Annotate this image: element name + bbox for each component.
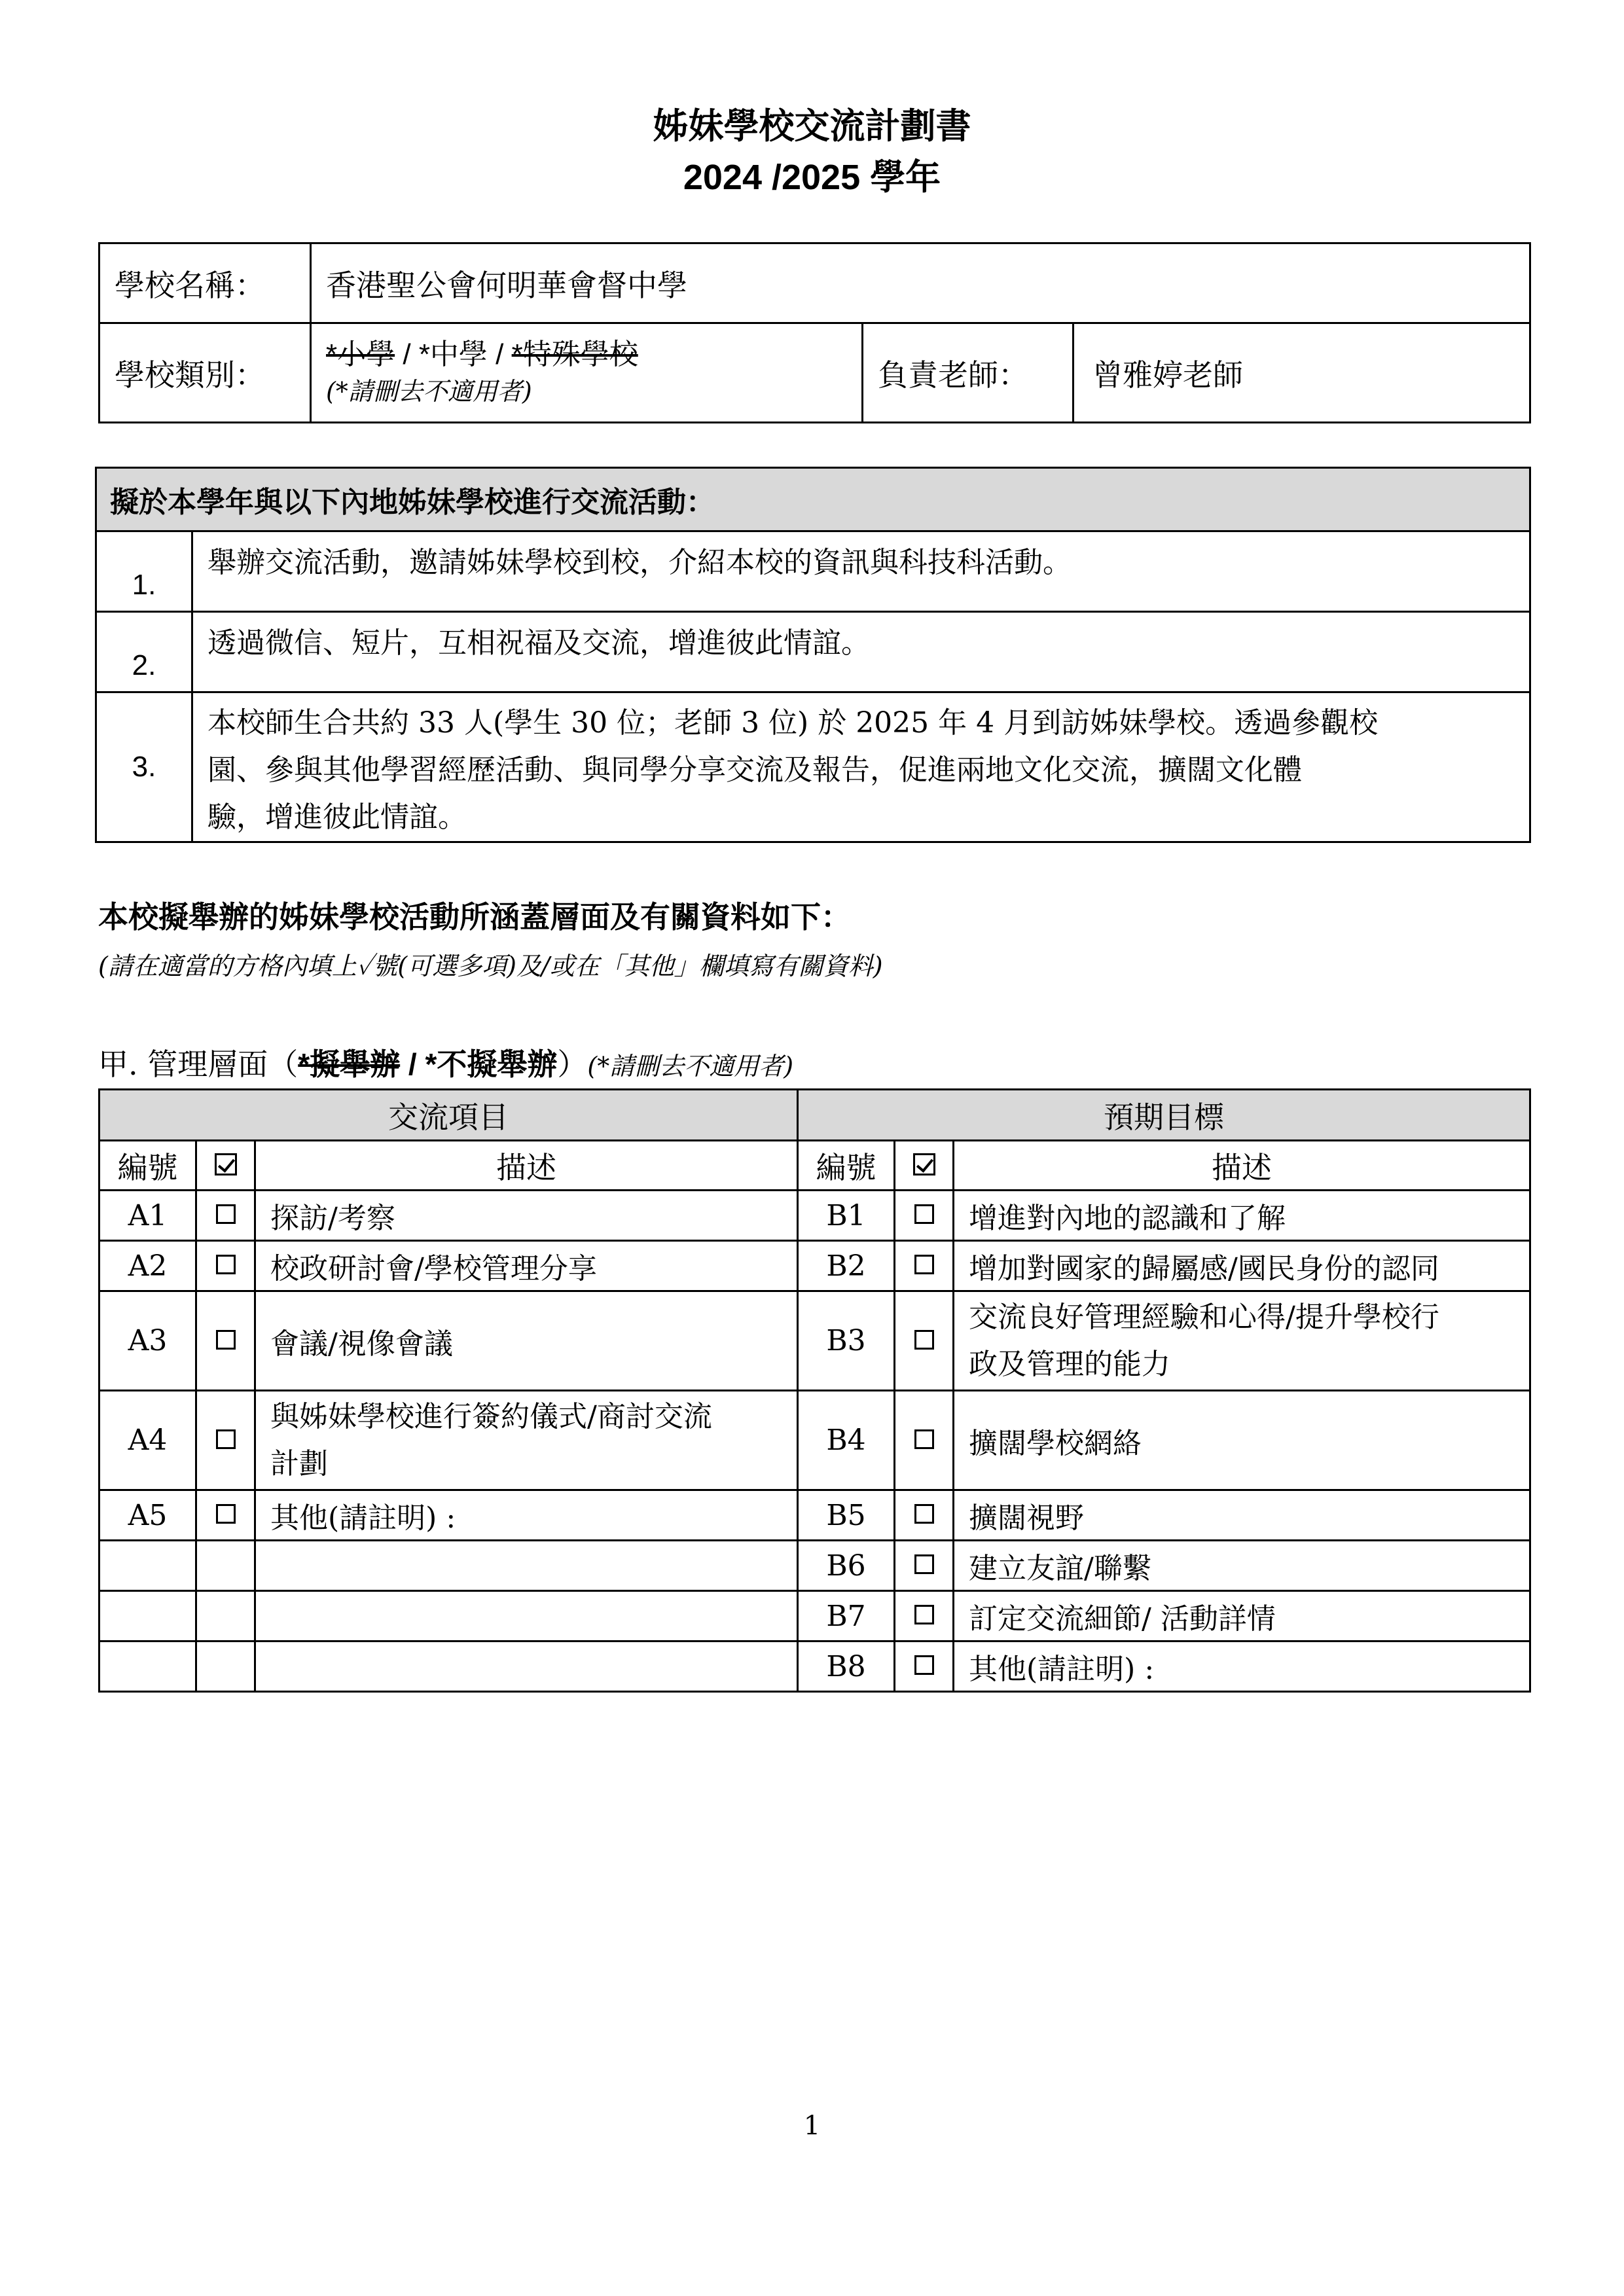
checkbox-icon[interactable] — [914, 1429, 934, 1449]
goal-code: B1 — [798, 1191, 895, 1241]
section-a-option-organise: *擬舉辦 — [298, 1047, 401, 1081]
item-code-empty — [99, 1591, 196, 1641]
activity-number: 1. — [96, 531, 192, 612]
item-checkbox-cell[interactable] — [196, 1391, 255, 1490]
teacher-label: 負責老師： — [863, 323, 1074, 423]
item-code: A4 — [99, 1391, 196, 1490]
section-a-suffix: ） — [557, 1047, 588, 1082]
item-checkbox-cell[interactable] — [196, 1241, 255, 1291]
item-code: A3 — [99, 1291, 196, 1391]
type-option-primary: *小學 — [326, 338, 395, 370]
table-row — [99, 1391, 1530, 1490]
checkbox-icon[interactable] — [216, 1255, 236, 1274]
item-desc-empty — [255, 1641, 798, 1692]
col-number-header: 編號 — [798, 1141, 895, 1191]
checkbox-icon[interactable] — [914, 1204, 934, 1224]
goal-code: B2 — [798, 1241, 895, 1291]
col-desc-header: 描述 — [255, 1141, 798, 1191]
activities-heading: 擬於本學年與以下內地姊妹學校進行交流活動： — [96, 468, 1530, 531]
type-option-special: *特殊學校 — [511, 338, 638, 370]
goal-desc: 其他(請註明) : — [954, 1641, 1530, 1692]
item-desc-empty — [255, 1591, 798, 1641]
item-desc-multiline — [255, 1391, 798, 1490]
type-delete-note: (*請刪去不適用者) — [326, 376, 532, 406]
activities-table — [95, 467, 1531, 843]
checkbox-icon[interactable] — [914, 1255, 934, 1274]
teacher-value: 曾雅婷老師 — [1074, 323, 1530, 423]
item-desc: 會議/視像會議 — [255, 1291, 798, 1391]
checkbox-icon[interactable] — [216, 1330, 236, 1350]
activity-text: 透過微信、短片，互相祝福及交流，增進彼此情誼。 — [192, 612, 1530, 692]
goal-checkbox-cell[interactable] — [895, 1291, 954, 1391]
goal-desc: 建立友誼/聯繫 — [954, 1541, 1530, 1591]
table-row — [99, 1541, 1530, 1591]
goal-desc: 增進對內地的認識和了解 — [954, 1191, 1530, 1241]
school-type-options — [326, 336, 861, 373]
goal-code: B5 — [798, 1490, 895, 1541]
page-number: 1 — [803, 2111, 821, 2141]
col-desc-header: 描述 — [954, 1141, 1530, 1191]
table-row — [99, 1591, 1530, 1641]
table-row — [99, 1641, 1530, 1692]
academic-year: 2024 /2025 學年 — [683, 158, 941, 197]
expected-goals-header: 預期目標 — [798, 1090, 1530, 1141]
goal-code: B8 — [798, 1641, 895, 1692]
checkbox-icon[interactable] — [216, 1204, 236, 1224]
goal-code: B7 — [798, 1591, 895, 1641]
goal-desc-multiline — [954, 1291, 1530, 1391]
col-check-header — [196, 1141, 255, 1191]
goal-code: B4 — [798, 1391, 895, 1490]
item-checkbox-empty — [196, 1641, 255, 1692]
checkbox-icon[interactable] — [914, 1554, 934, 1574]
activity-text-line: 園、參與其他學習經歷活動、與同學分享交流及報告，促進兩地文化交流，擴闊文化體 — [208, 753, 1302, 787]
section-a-separator: / — [400, 1047, 425, 1081]
goal-desc: 訂定交流細節/ 活動詳情 — [954, 1591, 1530, 1641]
activity-text-line: 驗，增進彼此情誼。 — [208, 800, 467, 834]
exchange-items-header: 交流項目 — [99, 1090, 798, 1141]
management-table — [98, 1088, 1531, 1693]
table-row — [99, 1490, 1530, 1541]
section-a-option-not-organise: *不擬舉辦 — [425, 1047, 558, 1081]
goal-desc-line: 交流良好管理經驗和心得/提升學校行 — [969, 1300, 1439, 1334]
type-separator: / — [395, 338, 419, 370]
checked-box-icon — [913, 1153, 935, 1175]
school-name-label: 學校名稱： — [99, 243, 311, 323]
checked-box-icon — [215, 1153, 237, 1175]
col-check-header — [895, 1141, 954, 1191]
section-a-heading — [98, 1041, 793, 1084]
goal-code: B3 — [798, 1291, 895, 1391]
item-code: A1 — [99, 1191, 196, 1241]
checkbox-icon[interactable] — [216, 1504, 236, 1524]
col-number-header: 編號 — [99, 1141, 196, 1191]
item-code: A2 — [99, 1241, 196, 1291]
item-desc: 校政研討會/學校管理分享 — [255, 1241, 798, 1291]
item-checkbox-empty — [196, 1541, 255, 1591]
goal-checkbox-cell[interactable] — [895, 1541, 954, 1591]
document-title: 姊妹學校交流計劃書 — [653, 107, 971, 146]
table-row — [99, 1191, 1530, 1241]
school-type-cell — [311, 323, 863, 423]
school-info-table — [98, 242, 1531, 423]
goal-desc: 擴闊學校網絡 — [954, 1391, 1530, 1490]
item-code-empty — [99, 1641, 196, 1692]
activity-text: 舉辦交流活動，邀請姊妹學校到校，介紹本校的資訊與科技科活動。 — [192, 531, 1530, 612]
type-separator: / — [487, 338, 512, 370]
item-desc-line: 與姊妹學校進行簽約儀式/商討交流 — [270, 1399, 712, 1433]
type-option-secondary: *中學 — [418, 338, 488, 370]
item-checkbox-empty — [196, 1591, 255, 1641]
item-checkbox-cell[interactable] — [196, 1191, 255, 1241]
goal-checkbox-cell[interactable] — [895, 1191, 954, 1241]
item-desc: 其他(請註明) : — [255, 1490, 798, 1541]
activity-number: 2. — [96, 612, 192, 692]
goal-checkbox-cell[interactable] — [895, 1241, 954, 1291]
activity-text-line: 本校師生合共約 33 人(學生 30 位；老師 3 位) 於 2025 年 4 月到訪姊妹學校。透過參觀校 — [208, 706, 1379, 740]
goal-checkbox-cell[interactable] — [895, 1490, 954, 1541]
coverage-note: (請在適當的方格內填上✓號(可選多項)及/或在「其他」欄填寫有關資料) — [98, 952, 883, 980]
goal-desc: 擴闊視野 — [954, 1490, 1530, 1541]
checkbox-icon[interactable] — [914, 1504, 934, 1524]
checkbox-icon[interactable] — [914, 1605, 934, 1624]
goal-code: B6 — [798, 1541, 895, 1591]
item-desc: 探訪/考察 — [255, 1191, 798, 1241]
activity-text-multiline — [192, 692, 1530, 842]
goal-checkbox-cell[interactable] — [895, 1591, 954, 1641]
item-checkbox-cell[interactable] — [196, 1291, 255, 1391]
school-name-value: 香港聖公會何明華會督中學 — [311, 243, 1530, 323]
item-checkbox-cell[interactable] — [196, 1490, 255, 1541]
section-a-prefix: 甲. 管理層面（ — [98, 1047, 298, 1082]
coverage-heading: 本校擬舉辦的姊妹學校活動所涵蓋層面及有關資料如下： — [98, 900, 851, 934]
goal-checkbox-cell[interactable] — [895, 1391, 954, 1490]
item-code-empty — [99, 1541, 196, 1591]
school-type-label: 學校類別： — [99, 323, 311, 423]
goal-desc-line: 政及管理的能力 — [969, 1347, 1171, 1381]
table-row — [99, 1241, 1530, 1291]
checkbox-icon[interactable] — [216, 1429, 236, 1449]
item-code: A5 — [99, 1490, 196, 1541]
activity-number: 3. — [96, 692, 192, 842]
goal-desc: 增加對國家的歸屬感/國民身份的認同 — [954, 1241, 1530, 1291]
item-desc-empty — [255, 1541, 798, 1591]
checkbox-icon[interactable] — [914, 1330, 934, 1350]
table-row — [99, 1291, 1530, 1391]
checkbox-icon[interactable] — [914, 1655, 934, 1675]
goal-checkbox-cell[interactable] — [895, 1641, 954, 1692]
item-desc-line: 計劃 — [270, 1446, 328, 1480]
section-a-note: (*請刪去不適用者) — [587, 1052, 794, 1081]
